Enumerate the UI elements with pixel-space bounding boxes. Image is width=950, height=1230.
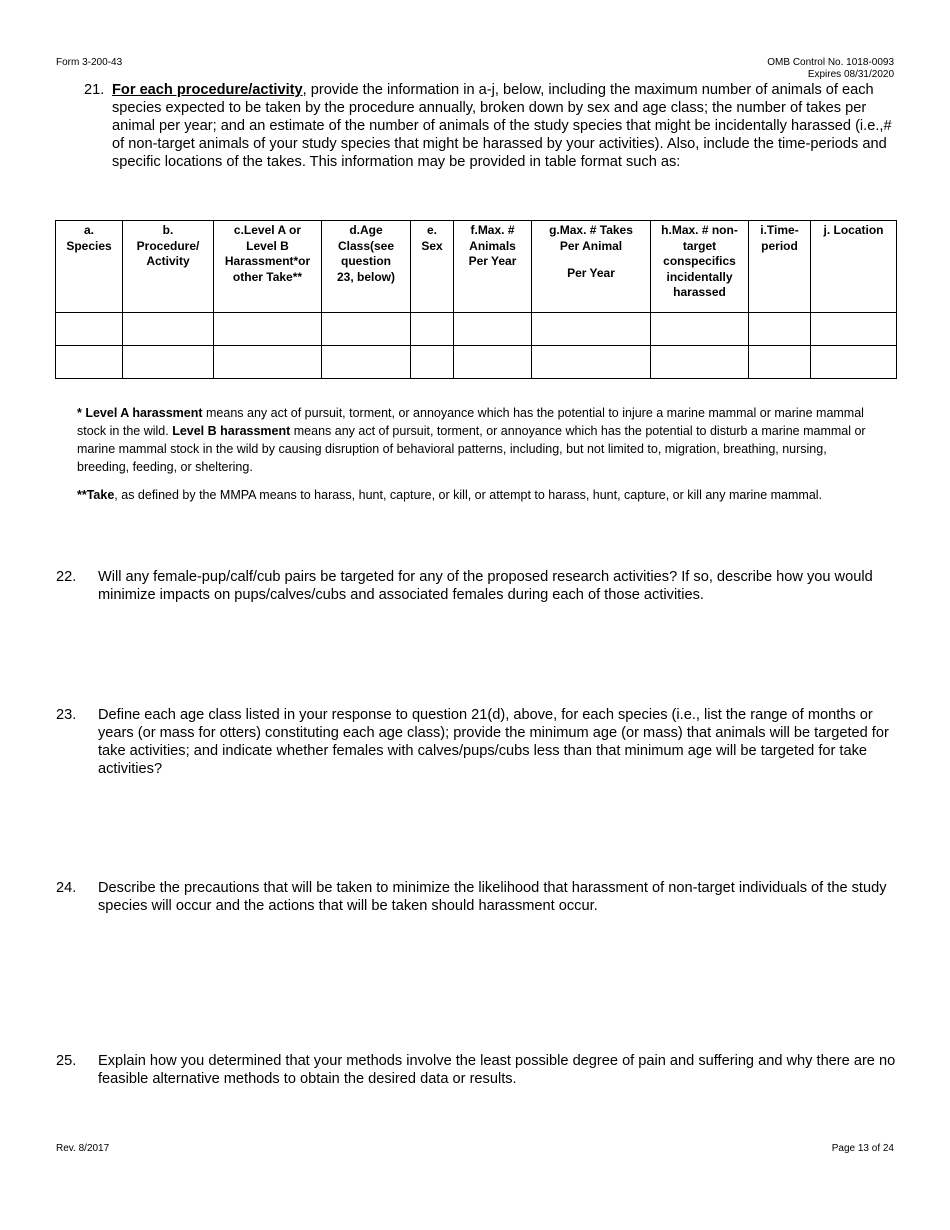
table-cell[interactable]: [123, 346, 214, 379]
question-number: 21.: [84, 82, 105, 98]
level-b-term: Level B harassment: [172, 424, 291, 438]
table-cell[interactable]: [123, 313, 214, 346]
header-location: j. Location: [811, 221, 897, 313]
table-cell[interactable]: [411, 313, 454, 346]
table-cell[interactable]: [811, 313, 897, 346]
table-cell[interactable]: [56, 346, 123, 379]
header-sex: e. Sex: [411, 221, 454, 313]
form-number: Form 3-200-43: [56, 57, 123, 68]
question-21: [84, 81, 894, 171]
table-cell[interactable]: [811, 346, 897, 379]
level-a-term: * Level A harassment: [77, 406, 203, 420]
table-cell[interactable]: [214, 346, 322, 379]
table-cell[interactable]: [322, 313, 411, 346]
question-24: [56, 879, 896, 915]
take-table: [55, 220, 897, 379]
omb-control-number: OMB Control No. 1018-0093: [767, 57, 894, 68]
header-non-target: h.Max. # non- target conspecifics incidentally harassed: [651, 221, 749, 313]
table-cell[interactable]: [532, 346, 651, 379]
level-b-text: means any act of pursuit, torment, or annoyance which has the potential to disturb a marine mammal or marine mammal stock in the wild by causing disruption of behavioral patterns, including, but not limited to, migration, breathing, nursing, breeding, feeding, or sheltering.: [77, 424, 866, 474]
question-number: 24.: [56, 880, 77, 896]
table-cell[interactable]: [651, 346, 749, 379]
question-22: [56, 568, 896, 604]
harassment-definition: [77, 404, 877, 476]
question-text: Will any female-pup/calf/cub pairs be targeted for any of the proposed research activities? If so, describe how you would minimize impacts on pups/calves/cubs and associated females during each of those activities.: [98, 569, 873, 603]
header-max-takes: g.Max. # Takes Per Animal Per Year: [532, 221, 651, 313]
question-text: Explain how you determined that your methods involve the least possible degree of pain and suffering and why there are no feasible alternative methods to obtain the desired data or results.: [98, 1053, 896, 1087]
table-cell[interactable]: [454, 313, 532, 346]
take-definition: [77, 486, 877, 504]
header-species: a. Species: [56, 221, 123, 313]
table-cell[interactable]: [214, 313, 322, 346]
question-number: 23.: [56, 707, 77, 723]
table-cell[interactable]: [651, 313, 749, 346]
table-cell[interactable]: [56, 313, 123, 346]
question-23: [56, 706, 896, 778]
revision-date: Rev. 8/2017: [56, 1143, 110, 1154]
table-cell[interactable]: [454, 346, 532, 379]
omb-info: [767, 57, 894, 81]
header-max-animals: f.Max. # Animals Per Year: [454, 221, 532, 313]
question-text: Describe the precautions that will be taken to minimize the likelihood that harassment of non-target individuals of the study species will occur and the actions that will be taken should harassment occur.: [98, 880, 887, 914]
question-number: 25.: [56, 1053, 77, 1069]
question-21-text: , provide the information in a-j, below, including the maximum number of animals of each species expected to be taken by the procedure annually, broken down by sex and age class; the number of takes per animal per year; and an estimate of the number of animals of the study species that might be incidentally harassed (i.e.,# of non-target animals of your study species that might be harassed by your activities). Also, include the time-periods and specific locations of the takes. This information may be provided in table format such as:: [112, 82, 892, 170]
table-cell[interactable]: [411, 346, 454, 379]
header-time-period: i.Time- period: [749, 221, 811, 313]
table-cell[interactable]: [749, 346, 811, 379]
question-text: Define each age class listed in your response to question 21(d), above, for each species (i.e., list the range of months or years (or mass for otters) constituting each age class); provide the minimum age (or mass) that animals will be targeted for take activities; and indicate whether females with calves/pups/cubs less than that minimum age will be targeted for take activities?: [98, 707, 889, 777]
table-header-row: [56, 221, 897, 313]
take-text: , as defined by the MMPA means to harass, hunt, capture, or kill, or attempt to harass, hunt, capture, or kill any marine mammal.: [114, 488, 823, 502]
question-number: 22.: [56, 569, 77, 585]
table-row: [56, 346, 897, 379]
table-cell[interactable]: [749, 313, 811, 346]
table-row: [56, 313, 897, 346]
level-a-text: means any act of pursuit, torment, or annoyance which has the potential to injure a marine mammal or marine mammal stock in the wild.: [77, 406, 864, 438]
header-age-class: d.Age Class(see question 23, below): [322, 221, 411, 313]
expiration-date: Expires 08/31/2020: [807, 69, 894, 80]
take-term: **Take: [77, 488, 115, 502]
header-procedure: b. Procedure/ Activity: [123, 221, 214, 313]
table-cell[interactable]: [322, 346, 411, 379]
question-25: [56, 1052, 896, 1088]
table-cell[interactable]: [532, 313, 651, 346]
question-21-lead: For each procedure/activity: [112, 82, 303, 98]
page-number: Page 13 of 24: [831, 1143, 894, 1154]
header-take-level: c.Level A or Level B Harassment*or other Take**: [214, 221, 322, 313]
